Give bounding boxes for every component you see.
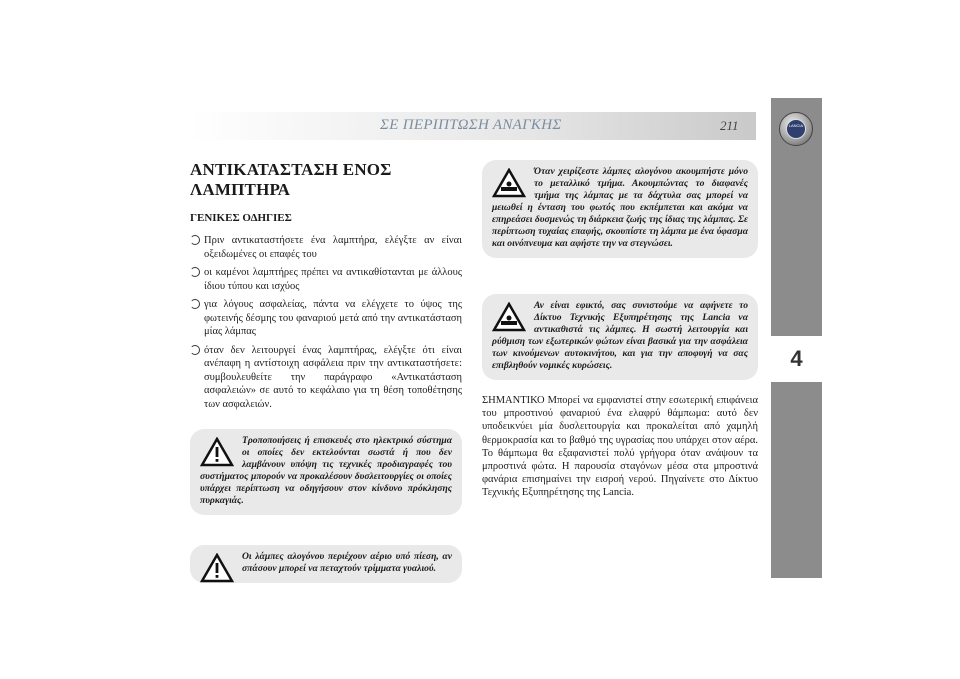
warning-triangle-icon: [200, 553, 234, 583]
caution-triangle-icon: [492, 302, 526, 332]
list-item: για λόγους ασφαλείας, πάντα να ελέγχετε το ύψος της φωτεινής δέσμης του φαναριού μετά από την αντικατάσταση μίας λάμπας: [190, 298, 462, 339]
caution-box: [482, 294, 758, 380]
left-column: [190, 160, 462, 583]
right-column: [482, 160, 758, 500]
instruction-list: [190, 234, 462, 411]
lancia-logo-icon: LANCIA: [779, 112, 813, 146]
important-note: ΣΗΜΑΝΤΙΚΟ Μπορεί να εμφανιστεί στην εσωτερική επιφάνεια του μπροστινού φαναριού ένα ελαφρύ θάμπωμα: αυτό δεν υποδεικνύει μία δυσλειτουργία και προκαλείται από χαμηλή θερμοκρασία και το βαθμό της υγρασίας που υπάρχει στον αέρα. Το θάμπωμα θα εξαφανιστεί πολύ γρήγορα όταν ανάψουν τα μπροστινά φώτα. Η παρουσία σταγόνων μέσα στα μπροστινά φανάρια επισημαίνει την εισροή νερού. Πηγαίνετε στο Δίκτυο Τεχνικής Εξυπηρέτησης της Lancia.: [482, 395, 758, 499]
list-item: Πριν αντικαταστήσετε ένα λαμπτήρα, ελέγξτε αν είναι οξειδωμένες οι επαφές του: [190, 234, 462, 261]
chapter-side-tab: [771, 98, 822, 578]
list-item: οι καμένοι λαμπτήρες πρέπει να αντικαθίστανται με άλλους ίδιου τύπου και ισχύος: [190, 266, 462, 293]
bullet-icon: [190, 267, 200, 277]
warning-text: Οι λάμπες αλογόνου περιέχουν αέριο υπό πίεση, αν σπάσουν μπορεί να πεταχτούν τρίμματα γυαλιού.: [242, 551, 452, 574]
caution-text: Αν είναι εφικτό, σας συνιστούμε να αφήνετε το Δίκτυο Τεχνικής Εξυπηρέτησης της Lancia να αντικαθιστά τις λάμπες. Η σωστή λειτουργία και ρύθμιση των εξωτερικών φώτων είναι βασικά για την ασφάλεια των κινούμενων αυτοκινήτου, και για την αποφυγή να σας επιβληθούν νομικές κυρώσεις.: [492, 300, 748, 371]
warning-box: [190, 429, 462, 515]
bullet-icon: [190, 345, 200, 355]
page-number: 211: [720, 118, 739, 133]
list-item: όταν δεν λειτουργεί ένας λαμπτήρας, ελέγξτε ότι είναι ανέπαφη η αντίστοιχη ασφάλεια πριν την αντικαταστήσετε: συμβουλευθείτε την παράγραφο «Αντικατάσταση ασφαλειών» σε αυτό το κεφάλαιο για τη θέση τοποθέτησης των ασφαλειών.: [190, 344, 462, 412]
bullet-icon: [190, 299, 200, 309]
bullet-icon: [190, 235, 200, 245]
chapter-number: 4: [771, 336, 822, 382]
section-title: ΣΕ ΠΕΡΙΠΤΩΣΗ ΑΝΑΓΚΗΣ: [380, 117, 562, 133]
caution-triangle-icon: [492, 168, 526, 198]
warning-triangle-icon: [200, 437, 234, 467]
caution-text: Όταν χειρίζεστε λάμπες αλογόνου ακουμπήστε μόνο το μεταλλικό τμήμα. Ακουμπώντας το διαφανές τμήμα της λάμπας με τα δάχτυλα σας μπορεί να μειωθεί η ένταση του φωτός που εκπέμπεται και ακόμα να επηρεάσει δυσμενώς τη διάρκεια ζωής της ίδιας της λάμπας. Σε περίπτωση τυχαίας επαφής, σκουπίστε τη λάμπα με ένα ύφασμα και οινόπνευμα και αφήστε την να στεγνώσει.: [492, 166, 748, 249]
section-subtitle: ΓΕΝΙΚΕΣ ΟΔΗΓΙΕΣ: [190, 212, 292, 224]
caution-box: [482, 160, 758, 258]
page-heading: ΑΝΤΙΚΑΤΑΣΤΑΣΗ ΕΝΟΣ ΛΑΜΠΤΗΡΑ: [190, 160, 392, 199]
warning-text: Τροποποιήσεις ή επισκευές στο ηλεκτρικό σύστημα οι οποίες δεν εκτελούνται σωστά ή που δεν λαμβάνουν υπόψη τις τεχνικές προδιαγραφές του συστήματος μπορούν να προκαλέσουν δυσλειτουργίες οι οποίες υπάρχει περίπτωση να οδηγήσουν στον κίνδυνο πρόκλησης πυρκαγιάς.: [200, 435, 452, 506]
warning-box: [190, 545, 462, 583]
